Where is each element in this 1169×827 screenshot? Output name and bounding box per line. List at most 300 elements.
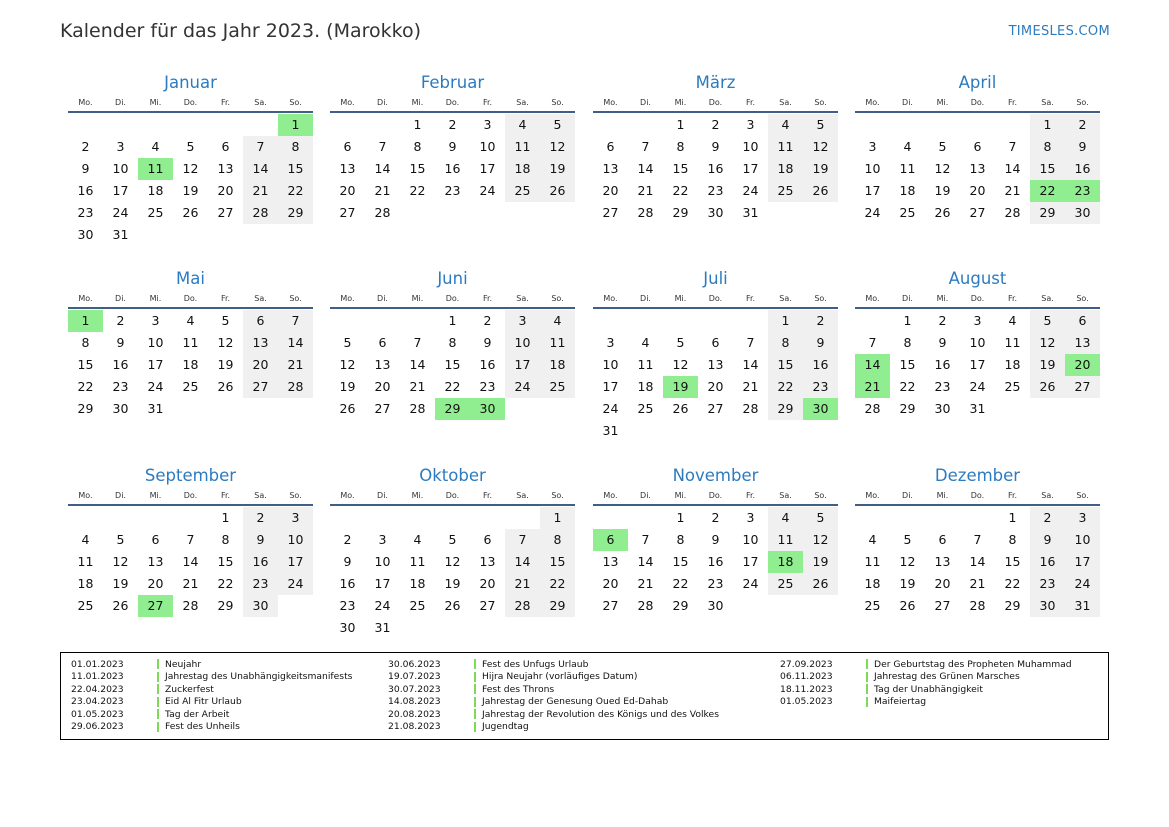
day-cell: 21 bbox=[637, 183, 654, 198]
weekday-label: Di. bbox=[640, 491, 651, 500]
days-grid bbox=[68, 507, 313, 617]
day-cell: 24 bbox=[742, 576, 759, 591]
day-cell: 24 bbox=[505, 376, 540, 398]
day-cell: 8 bbox=[768, 332, 803, 354]
legend-date: 18.11.2023 bbox=[780, 683, 833, 695]
day-cell: 23 bbox=[707, 576, 724, 591]
holiday-day-cell: 29 bbox=[435, 398, 470, 420]
day-cell: 20 bbox=[374, 379, 391, 394]
legend-holiday-name: Jahrestag des Grünen Marsches bbox=[874, 671, 1020, 683]
day-cell: 9 bbox=[448, 139, 457, 154]
weekday-label: Mo. bbox=[340, 294, 355, 303]
legend-holiday-name: Jahrestag des Unabhängigkeitsmanifests bbox=[165, 671, 353, 683]
month-7 bbox=[593, 268, 838, 442]
weekday-label: Mi. bbox=[936, 491, 949, 500]
legend-item bbox=[388, 683, 719, 696]
weekday-label: Di. bbox=[115, 491, 126, 500]
day-cell: 19 bbox=[217, 357, 234, 372]
day-cell: 12 bbox=[803, 529, 838, 551]
weekday-header bbox=[855, 292, 1100, 306]
day-cell: 10 bbox=[742, 139, 759, 154]
weekday-label: Do. bbox=[970, 491, 985, 500]
month-2 bbox=[330, 72, 575, 224]
day-cell: 18 bbox=[540, 354, 575, 376]
day-cell: 22 bbox=[899, 379, 916, 394]
days-grid bbox=[855, 507, 1100, 617]
weekday-label: Di. bbox=[640, 98, 651, 107]
day-cell: 21 bbox=[278, 354, 313, 376]
brand-link[interactable]: TIMESLES.COM bbox=[1008, 24, 1110, 39]
weekday-label: Sa. bbox=[254, 491, 267, 500]
legend-holiday-name: Jahrestag der Revolution des Königs und des Volkes bbox=[482, 708, 719, 720]
day-cell: 10 bbox=[505, 332, 540, 354]
day-cell: 4 bbox=[151, 139, 160, 154]
day-cell: 14 bbox=[505, 551, 540, 573]
holiday-day-cell: 1 bbox=[278, 114, 313, 136]
weekday-label: Fr. bbox=[220, 294, 231, 303]
weekday-label: Mo. bbox=[603, 491, 618, 500]
weekday-label: So. bbox=[551, 491, 564, 500]
day-cell: 24 bbox=[278, 573, 313, 595]
day-cell: 28 bbox=[374, 205, 391, 220]
month-name: August bbox=[948, 269, 1007, 288]
weekday-label: Mi. bbox=[936, 98, 949, 107]
day-cell: 4 bbox=[186, 313, 195, 328]
day-cell: 8 bbox=[1008, 532, 1017, 547]
day-cell: 23 bbox=[479, 379, 496, 394]
day-cell: 9 bbox=[1030, 529, 1065, 551]
day-cell: 22 bbox=[217, 576, 234, 591]
day-cell: 14 bbox=[1004, 161, 1021, 176]
month-name: November bbox=[672, 466, 759, 485]
day-cell: 15 bbox=[1030, 158, 1065, 180]
day-cell: 11 bbox=[540, 332, 575, 354]
day-cell: 13 bbox=[374, 357, 391, 372]
holiday-day-cell: 30 bbox=[470, 398, 505, 420]
weekday-label: Fr. bbox=[745, 491, 756, 500]
weekday-label: Di. bbox=[377, 294, 388, 303]
weekday-label: Do. bbox=[183, 294, 198, 303]
day-cell: 9 bbox=[81, 161, 90, 176]
day-cell: 7 bbox=[641, 139, 650, 154]
day-cell: 29 bbox=[540, 595, 575, 617]
day-cell: 10 bbox=[278, 529, 313, 551]
day-cell: 2 bbox=[938, 313, 947, 328]
day-cell: 19 bbox=[540, 158, 575, 180]
legend-marker bbox=[474, 709, 476, 719]
day-cell: 2 bbox=[1030, 507, 1065, 529]
day-cell: 6 bbox=[938, 532, 947, 547]
day-cell: 5 bbox=[938, 139, 947, 154]
month-name: September bbox=[144, 466, 237, 485]
day-cell: 19 bbox=[934, 183, 951, 198]
day-cell: 21 bbox=[243, 180, 278, 202]
day-cell: 24 bbox=[112, 205, 129, 220]
day-cell: 26 bbox=[1030, 376, 1065, 398]
day-cell: 8 bbox=[278, 136, 313, 158]
weekday-header bbox=[593, 96, 838, 110]
day-cell: 26 bbox=[339, 401, 356, 416]
day-cell: 23 bbox=[243, 573, 278, 595]
day-cell: 19 bbox=[899, 576, 916, 591]
day-cell: 7 bbox=[186, 532, 195, 547]
weekday-header bbox=[593, 489, 838, 503]
day-cell: 3 bbox=[116, 139, 125, 154]
legend-date: 21.08.2023 bbox=[388, 721, 441, 733]
weekday-label: Mi. bbox=[674, 98, 687, 107]
days-grid bbox=[855, 114, 1100, 224]
day-cell: 13 bbox=[707, 357, 724, 372]
month-name: Mai bbox=[176, 269, 205, 288]
month-11 bbox=[593, 465, 838, 617]
day-cell: 27 bbox=[602, 205, 619, 220]
legend-item bbox=[71, 721, 352, 734]
weekday-label: Fr. bbox=[1007, 98, 1018, 107]
day-cell: 21 bbox=[374, 183, 391, 198]
day-cell: 25 bbox=[147, 205, 164, 220]
header-rule bbox=[68, 111, 313, 113]
weekday-header bbox=[68, 292, 313, 306]
weekday-label: Sa. bbox=[1041, 294, 1054, 303]
day-cell: 1 bbox=[768, 310, 803, 332]
legend-item bbox=[71, 683, 352, 696]
day-cell: 4 bbox=[903, 139, 912, 154]
day-cell: 28 bbox=[278, 376, 313, 398]
weekday-header bbox=[68, 489, 313, 503]
holiday-day-cell: 27 bbox=[138, 595, 173, 617]
day-cell: 6 bbox=[711, 335, 720, 350]
day-cell: 25 bbox=[540, 376, 575, 398]
day-cell: 15 bbox=[278, 158, 313, 180]
day-cell: 31 bbox=[112, 227, 129, 242]
day-cell: 15 bbox=[1004, 554, 1021, 569]
weekday-label: So. bbox=[1076, 98, 1089, 107]
day-cell: 3 bbox=[151, 313, 160, 328]
day-cell: 8 bbox=[413, 139, 422, 154]
weekday-label: Sa. bbox=[516, 98, 529, 107]
day-cell: 7 bbox=[746, 335, 755, 350]
day-cell: 10 bbox=[969, 335, 986, 350]
day-cell: 7 bbox=[413, 335, 422, 350]
weekday-label: Sa. bbox=[254, 98, 267, 107]
day-cell: 25 bbox=[409, 598, 426, 613]
header-rule bbox=[68, 504, 313, 506]
weekday-label: Fr. bbox=[745, 98, 756, 107]
legend-item bbox=[388, 658, 719, 671]
day-cell: 22 bbox=[409, 183, 426, 198]
day-cell: 5 bbox=[116, 532, 125, 547]
holiday-day-cell: 19 bbox=[663, 376, 698, 398]
legend-date: 01.05.2023 bbox=[780, 696, 833, 708]
day-cell: 29 bbox=[217, 598, 234, 613]
day-cell: 24 bbox=[374, 598, 391, 613]
day-cell: 16 bbox=[1030, 551, 1065, 573]
day-cell: 9 bbox=[711, 532, 720, 547]
month-name: Februar bbox=[420, 73, 485, 92]
month-name: Dezember bbox=[934, 466, 1021, 485]
day-cell: 29 bbox=[672, 598, 689, 613]
day-cell: 20 bbox=[479, 576, 496, 591]
day-cell: 21 bbox=[969, 576, 986, 591]
days-grid bbox=[330, 507, 575, 639]
weekday-label: Mi. bbox=[411, 98, 424, 107]
day-cell: 17 bbox=[505, 354, 540, 376]
day-cell: 6 bbox=[378, 335, 387, 350]
day-cell: 23 bbox=[803, 376, 838, 398]
day-cell: 11 bbox=[864, 554, 881, 569]
day-cell: 30 bbox=[112, 401, 129, 416]
day-cell: 1 bbox=[676, 510, 685, 525]
day-cell: 4 bbox=[505, 114, 540, 136]
legend-holiday-name: Neujahr bbox=[165, 658, 202, 670]
weekday-label: Mo. bbox=[340, 491, 355, 500]
legend-marker bbox=[474, 659, 476, 669]
day-cell: 14 bbox=[637, 161, 654, 176]
day-cell: 27 bbox=[707, 401, 724, 416]
day-cell: 12 bbox=[899, 554, 916, 569]
day-cell: 11 bbox=[1004, 335, 1021, 350]
legend-holiday-name: Zuckerfest bbox=[165, 683, 214, 695]
legend-item bbox=[71, 696, 352, 709]
day-cell: 3 bbox=[868, 139, 877, 154]
holiday-legend bbox=[60, 652, 1109, 740]
day-cell: 15 bbox=[217, 554, 234, 569]
legend-marker bbox=[474, 684, 476, 694]
day-cell: 19 bbox=[803, 551, 838, 573]
day-cell: 1 bbox=[903, 313, 912, 328]
day-cell: 22 bbox=[77, 379, 94, 394]
day-cell: 7 bbox=[243, 136, 278, 158]
day-cell: 23 bbox=[339, 598, 356, 613]
legend-marker bbox=[866, 697, 868, 707]
legend-marker bbox=[474, 697, 476, 707]
day-cell: 25 bbox=[899, 205, 916, 220]
legend-marker bbox=[157, 672, 159, 682]
day-cell: 25 bbox=[505, 180, 540, 202]
day-cell: 27 bbox=[374, 401, 391, 416]
weekday-label: Di. bbox=[902, 491, 913, 500]
day-cell: 22 bbox=[278, 180, 313, 202]
day-cell: 29 bbox=[278, 202, 313, 224]
month-4 bbox=[855, 72, 1100, 224]
day-cell: 30 bbox=[339, 620, 356, 635]
day-cell: 25 bbox=[1004, 379, 1021, 394]
day-cell: 24 bbox=[864, 205, 881, 220]
weekday-label: So. bbox=[289, 294, 302, 303]
day-cell: 3 bbox=[483, 117, 492, 132]
page-title: Kalender für das Jahr 2023. (Marokko) bbox=[60, 20, 422, 42]
day-cell: 20 bbox=[602, 576, 619, 591]
month-name: Juni bbox=[437, 269, 468, 288]
month-name: März bbox=[695, 73, 736, 92]
days-grid bbox=[593, 310, 838, 442]
legend-holiday-name: Fest des Throns bbox=[482, 683, 555, 695]
day-cell: 25 bbox=[77, 598, 94, 613]
day-cell: 11 bbox=[768, 529, 803, 551]
weekday-label: Mi. bbox=[149, 98, 162, 107]
day-cell: 17 bbox=[374, 576, 391, 591]
day-cell: 22 bbox=[672, 576, 689, 591]
weekday-label: Mi. bbox=[674, 294, 687, 303]
legend-marker bbox=[474, 672, 476, 682]
day-cell: 8 bbox=[81, 335, 90, 350]
day-cell: 3 bbox=[378, 532, 387, 547]
day-cell: 19 bbox=[112, 576, 129, 591]
day-cell: 16 bbox=[707, 554, 724, 569]
weekday-label: So. bbox=[814, 491, 827, 500]
day-cell: 23 bbox=[707, 183, 724, 198]
day-cell: 17 bbox=[742, 161, 759, 176]
day-cell: 28 bbox=[505, 595, 540, 617]
day-cell: 1 bbox=[221, 510, 230, 525]
legend-holiday-name: Jugendtag bbox=[482, 721, 529, 733]
day-cell: 20 bbox=[934, 576, 951, 591]
day-cell: 2 bbox=[711, 117, 720, 132]
day-cell: 28 bbox=[1004, 205, 1021, 220]
day-cell: 17 bbox=[147, 357, 164, 372]
day-cell: 26 bbox=[540, 180, 575, 202]
day-cell: 30 bbox=[707, 598, 724, 613]
day-cell: 4 bbox=[868, 532, 877, 547]
holiday-day-cell: 23 bbox=[1065, 180, 1100, 202]
day-cell: 12 bbox=[217, 335, 234, 350]
day-cell: 19 bbox=[803, 158, 838, 180]
day-cell: 9 bbox=[938, 335, 947, 350]
day-cell: 18 bbox=[899, 183, 916, 198]
weekday-label: Di. bbox=[115, 98, 126, 107]
day-cell: 1 bbox=[1030, 114, 1065, 136]
day-cell: 16 bbox=[934, 357, 951, 372]
weekday-label: Fr. bbox=[482, 98, 493, 107]
day-cell: 14 bbox=[374, 161, 391, 176]
weekday-header bbox=[855, 96, 1100, 110]
day-cell: 15 bbox=[77, 357, 94, 372]
day-cell: 1 bbox=[413, 117, 422, 132]
day-cell: 14 bbox=[969, 554, 986, 569]
day-cell: 18 bbox=[864, 576, 881, 591]
holiday-day-cell: 18 bbox=[768, 551, 803, 573]
day-cell: 12 bbox=[803, 136, 838, 158]
month-5 bbox=[68, 268, 313, 420]
day-cell: 25 bbox=[864, 598, 881, 613]
day-cell: 19 bbox=[339, 379, 356, 394]
days-grid bbox=[68, 310, 313, 420]
weekday-label: Fr. bbox=[482, 294, 493, 303]
day-cell: 12 bbox=[339, 357, 356, 372]
day-cell: 11 bbox=[505, 136, 540, 158]
day-cell: 10 bbox=[479, 139, 496, 154]
day-cell: 9 bbox=[711, 139, 720, 154]
legend-date: 30.06.2023 bbox=[388, 658, 441, 670]
weekday-label: Do. bbox=[183, 98, 198, 107]
day-cell: 20 bbox=[707, 379, 724, 394]
legend-item bbox=[388, 708, 719, 721]
day-cell: 13 bbox=[1065, 332, 1100, 354]
day-cell: 10 bbox=[742, 532, 759, 547]
weekday-label: Di. bbox=[115, 294, 126, 303]
day-cell: 18 bbox=[182, 357, 199, 372]
weekday-label: So. bbox=[814, 98, 827, 107]
weekday-label: Mo. bbox=[865, 98, 880, 107]
day-cell: 8 bbox=[676, 139, 685, 154]
day-cell: 9 bbox=[803, 332, 838, 354]
day-cell: 19 bbox=[182, 183, 199, 198]
weekday-label: Fr. bbox=[220, 491, 231, 500]
day-cell: 6 bbox=[343, 139, 352, 154]
day-cell: 22 bbox=[540, 573, 575, 595]
weekday-label: Di. bbox=[902, 294, 913, 303]
day-cell: 14 bbox=[637, 554, 654, 569]
month-1 bbox=[68, 72, 313, 246]
weekday-header bbox=[855, 489, 1100, 503]
weekday-label: Mi. bbox=[674, 491, 687, 500]
header-rule bbox=[330, 307, 575, 309]
day-cell: 16 bbox=[444, 161, 461, 176]
legend-holiday-name: Fest des Unfugs Urlaub bbox=[482, 658, 589, 670]
legend-item bbox=[388, 721, 719, 734]
day-cell: 2 bbox=[1065, 114, 1100, 136]
day-cell: 2 bbox=[448, 117, 457, 132]
day-cell: 22 bbox=[1004, 576, 1021, 591]
weekday-label: Mo. bbox=[340, 98, 355, 107]
day-cell: 8 bbox=[676, 532, 685, 547]
legend-date: 01.05.2023 bbox=[71, 708, 124, 720]
day-cell: 20 bbox=[243, 354, 278, 376]
weekday-label: So. bbox=[551, 98, 564, 107]
day-cell: 17 bbox=[1065, 551, 1100, 573]
day-cell: 29 bbox=[1004, 598, 1021, 613]
day-cell: 24 bbox=[742, 183, 759, 198]
weekday-label: Di. bbox=[377, 98, 388, 107]
day-cell: 27 bbox=[602, 598, 619, 613]
day-cell: 27 bbox=[969, 205, 986, 220]
legend-item bbox=[388, 671, 719, 684]
day-cell: 7 bbox=[641, 532, 650, 547]
weekday-label: Fr. bbox=[745, 294, 756, 303]
day-cell: 23 bbox=[1030, 573, 1065, 595]
days-grid bbox=[330, 114, 575, 224]
day-cell: 11 bbox=[182, 335, 199, 350]
legend-marker bbox=[157, 684, 159, 694]
day-cell: 15 bbox=[409, 161, 426, 176]
day-cell: 26 bbox=[112, 598, 129, 613]
header-rule bbox=[593, 504, 838, 506]
day-cell: 3 bbox=[746, 117, 755, 132]
weekday-label: Mi. bbox=[149, 294, 162, 303]
legend-item bbox=[71, 671, 352, 684]
day-cell: 10 bbox=[602, 357, 619, 372]
holiday-day-cell: 14 bbox=[855, 354, 890, 376]
day-cell: 2 bbox=[803, 310, 838, 332]
header-rule bbox=[330, 111, 575, 113]
weekday-label: So. bbox=[1076, 491, 1089, 500]
holiday-day-cell: 11 bbox=[138, 158, 173, 180]
day-cell: 1 bbox=[448, 313, 457, 328]
weekday-label: Do. bbox=[970, 98, 985, 107]
day-cell: 6 bbox=[973, 139, 982, 154]
day-cell: 13 bbox=[147, 554, 164, 569]
day-cell: 7 bbox=[868, 335, 877, 350]
day-cell: 24 bbox=[969, 379, 986, 394]
day-cell: 24 bbox=[479, 183, 496, 198]
legend-date: 20.08.2023 bbox=[388, 708, 441, 720]
weekday-label: Fr. bbox=[220, 98, 231, 107]
legend-column bbox=[780, 658, 1072, 708]
day-cell: 17 bbox=[742, 554, 759, 569]
day-cell: 2 bbox=[81, 139, 90, 154]
day-cell: 31 bbox=[602, 423, 619, 438]
legend-holiday-name: Jahrestag der Genesung Oued Ed-Dahab bbox=[482, 696, 669, 708]
